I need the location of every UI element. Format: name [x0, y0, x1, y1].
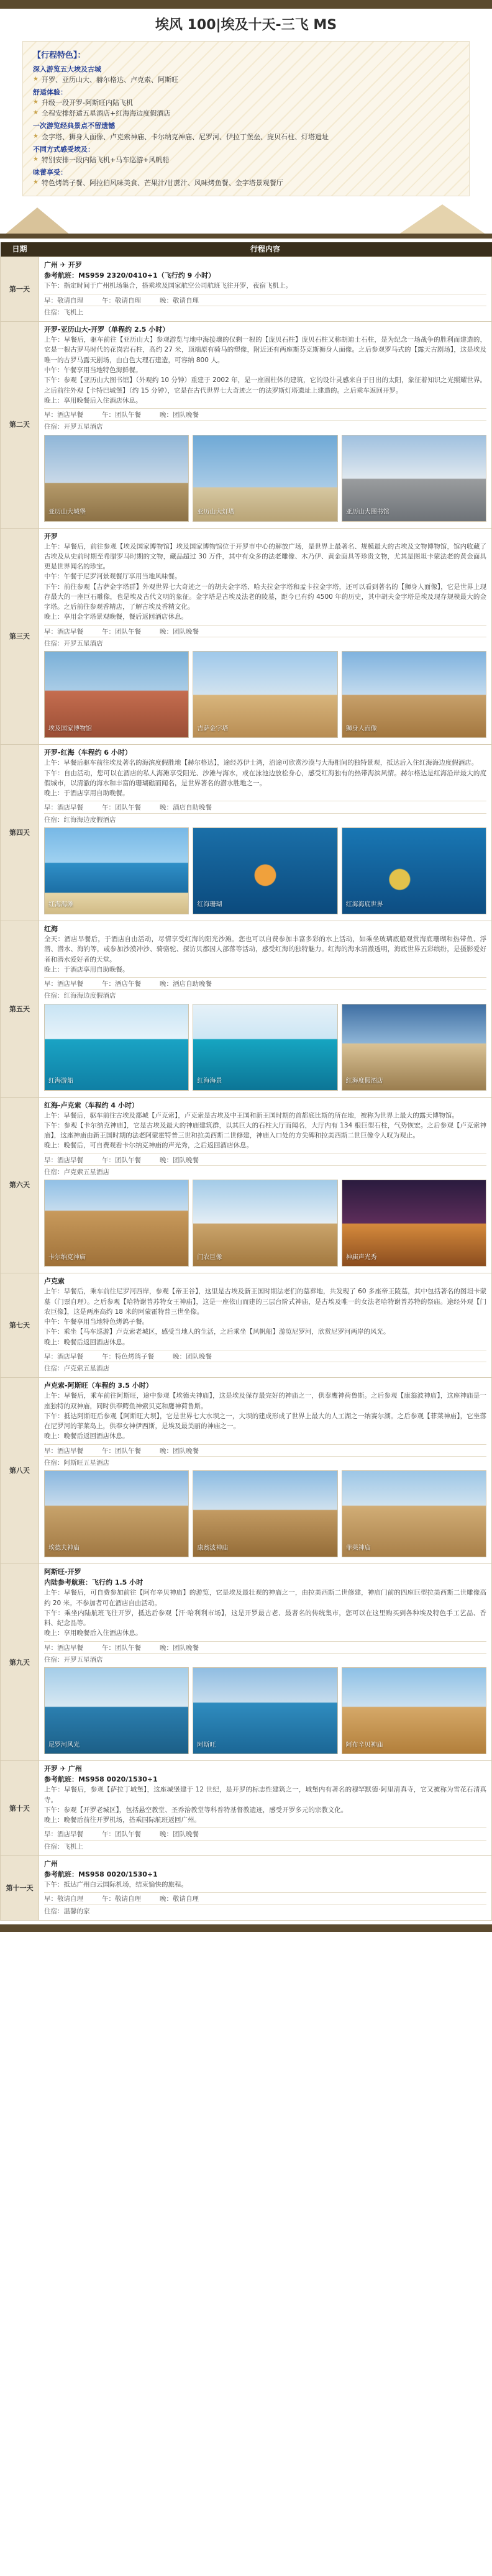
feature-section-title: 不同方式感受埃及：	[33, 145, 94, 153]
meal-item: 午：团队午餐	[102, 1644, 141, 1652]
photo-caption: 阿斯旺	[197, 1741, 216, 1749]
day-paragraph: 下午：指定时间于广州机场集合，搭乘埃及国家航空公司航班飞往开罗，夜宿飞机上。	[44, 282, 292, 290]
day-paragraph: 上午：早餐后，乘车前往尼罗河西岸，参观【帝王谷】，这里是古埃及新王国时期法老们的墓葬地，共发现了 60 多座帝王陵墓，其中包括著名的图坦卡蒙墓（门票自理）。之后参观【哈特谢普苏特女王神庙】，这是一座依山而建的三层台阶式神庙，是古埃及唯一的女法老哈特谢普苏特的祭庙。途经外观【门农巨像】，这是两座高约 18 米的阿蒙霍特普三世坐像。	[44, 1288, 486, 1316]
photo-strip	[44, 1470, 486, 1557]
meal-item: 午：团队午餐	[102, 1447, 141, 1455]
day-route: 开罗	[44, 532, 58, 540]
meal-item: 午：团队午餐	[102, 411, 141, 419]
hotel-info: 住宿：开罗五星酒店	[44, 637, 486, 649]
day-paragraph: 晚上：于酒店享用自助晚餐。	[44, 965, 129, 973]
table-row	[1, 1564, 492, 1761]
attraction-photo	[193, 1470, 337, 1557]
feature-item: ★ 特色烤鸽子餐、阿拉伯风味美食、芒果汁/甘蔗汁、风味烤鱼餐、金字塔景观餐厅	[33, 178, 459, 188]
meal-item: 晚：酒店自助晚餐	[160, 980, 212, 988]
features-box	[22, 41, 470, 196]
day-paragraph: 下午：抵达阿斯旺后参观【阿斯旺大坝】，它是世界七大水坝之一，大坝的建成形成了世界上最大的人工湖之一纳赛尔湖。之后参观【菲莱神庙】，它坐落在尼罗河的菲莱岛上，供奉女神伊西斯，是埃及最美丽的神庙之一。	[44, 1412, 486, 1431]
attraction-photo	[342, 1004, 486, 1091]
photo-strip	[44, 1667, 486, 1754]
day-route: 开罗 ✈ 广州	[44, 1765, 82, 1773]
photo-caption: 康翁波神庙	[197, 1544, 229, 1552]
attraction-photo	[342, 1180, 486, 1267]
feature-item: ★ 全程安排舒适五星酒店+红海海边度假酒店	[33, 108, 459, 119]
day-paragraph: 下午：乘坐内陆航班飞往开罗，抵达后参观【汗·哈利利市场】，这是开罗最古老、最著名的传统集市，您可以在这里购买到各种埃及特色手工艺品、香料、纪念品等。	[44, 1609, 486, 1627]
attraction-photo	[193, 827, 337, 914]
meal-item: 早：酒店早餐	[44, 1644, 83, 1652]
photo-caption: 吉萨金字塔	[197, 725, 229, 732]
day-label: 第四天	[1, 745, 39, 921]
photo-caption: 红海珊瑚	[197, 901, 222, 909]
hotel-info: 住宿：阿斯旺五星酒店	[44, 1456, 486, 1468]
day-label: 第一天	[1, 257, 39, 322]
table-row	[1, 921, 492, 1097]
features-heading: 【行程特色】：	[33, 51, 86, 61]
day-route: 开罗-亚历山大-开罗（单程约 2.5 小时）	[44, 325, 170, 334]
day-paragraph: 晚上：晚餐后，可自费观看卡尔纳克神庙的声光秀，之后返回酒店休息。	[44, 1142, 253, 1150]
day-paragraph: 晚上：于酒店享用自助晚餐。	[44, 790, 129, 798]
day-label: 第六天	[1, 1097, 39, 1273]
page-title: 埃风 100|埃及十天-三飞 MS	[155, 17, 337, 33]
attraction-photo	[193, 1180, 337, 1267]
meals-row	[44, 977, 486, 989]
meals-row	[44, 1827, 486, 1839]
photo-caption: 红海度假酒店	[345, 1078, 383, 1085]
attraction-photo	[193, 1004, 337, 1091]
day-content	[39, 528, 492, 745]
attraction-photo	[193, 1667, 337, 1754]
day-paragraph: 晚上：享用金字塔景观晚餐，餐后返回酒店休息。	[44, 613, 188, 621]
day-label: 第三天	[1, 528, 39, 745]
meal-item: 午：团队午餐	[102, 627, 141, 635]
day-content	[39, 257, 492, 322]
day-paragraph: 中午：午餐享用当地特色海鲜餐。	[44, 366, 142, 374]
hotel-info: 住宿：卢克索五星酒店	[44, 1165, 486, 1177]
meal-item: 早：酒店早餐	[44, 1831, 83, 1839]
meal-item: 晚：酒店自助晚餐	[160, 804, 212, 812]
hotel-info: 住宿：卢克索五星酒店	[44, 1362, 486, 1373]
meal-item: 晚：团队晚餐	[160, 627, 199, 635]
day-content	[39, 1761, 492, 1856]
photo-caption: 菲莱神庙	[345, 1544, 371, 1552]
day-content	[39, 1273, 492, 1378]
hotel-info: 住宿：红海海边度假酒店	[44, 989, 486, 1001]
day-label: 第九天	[1, 1564, 39, 1761]
day-paragraph: 上午：早餐后，驱车前往古埃及都城【卢克索】，卢克索是古埃及中王国和新王国时期的首都底比斯的所在地，被称为世界上最大的露天博物馆。	[44, 1111, 458, 1119]
feature-item: ★ 金字塔、狮身人面像、卢克索神庙、卡尔纳克神庙、尼罗河、伊拉丁堡垒、庞贝石柱、灯塔遗址	[33, 132, 459, 142]
meal-item: 午：团队午餐	[102, 804, 141, 812]
bottom-decorative-band	[0, 1924, 492, 1932]
photo-caption: 红海海滩	[48, 901, 73, 909]
day-route: 阿斯旺-开罗	[44, 1568, 81, 1577]
itinerary-table	[0, 242, 492, 1921]
photo-caption: 埃及国家博物馆	[48, 725, 92, 732]
feature-section-title: 深入游览五大埃及古城	[33, 65, 101, 74]
meal-item: 晚：敬请自理	[160, 1895, 199, 1903]
itinerary-body	[1, 257, 492, 1921]
hotel-info: 住宿：飞机上	[44, 306, 486, 317]
meal-item: 早：敬请自理	[44, 296, 83, 304]
hotel-info: 住宿：飞机上	[44, 1840, 486, 1852]
feature-item: ★ 特别安排一段内陆飞机+马车巡游+风帆船	[33, 155, 459, 165]
table-row	[1, 257, 492, 322]
attraction-photo	[44, 827, 189, 914]
table-row	[1, 1855, 492, 1920]
photo-caption: 亚历山大灯塔	[197, 509, 235, 516]
day-paragraph: 上午：早餐后，前往参观【埃及国家博物馆】埃及国家博物馆位于开罗市中心的解放广场，是世界上最著名、规模最大的古埃及文物博物馆，馆内收藏了古埃及从史前时期至希腊罗马时期的文物，藏品超过 30 万件，其中有众多的法老雕像、木乃伊、黄金面具等珍贵文物，尤其是图坦卡蒙法老的黄金面具更是世界闻名的珍宝。	[44, 542, 486, 571]
top-decorative-band	[0, 0, 492, 9]
day-label: 第二天	[1, 322, 39, 528]
table-row	[1, 1273, 492, 1378]
day-paragraph: 下午：自由活动，您可以在酒店的私人海滩享受阳光、沙滩与海水，或在泳池边放松身心，感受红海独有的热带海滨风情。赫尔格达是红海沿岸最大的度假城市，以清澈的海水和丰富的珊瑚礁而闻名，是世界著名的潜水胜地之一。	[44, 769, 486, 787]
day-paragraph: 上午：早餐后，参观【萨拉丁城堡】，这座城堡建于 12 世纪，是开罗的标志性建筑之一，城堡内有著名的穆罕默德·阿里清真寺，它又被称为雪花石清真寺。	[44, 1786, 486, 1804]
table-row	[1, 1378, 492, 1564]
meal-item: 晚：敬请自理	[160, 296, 199, 304]
flight-info: 内陆参考航班：飞行约 1.5 小时	[44, 1578, 144, 1587]
feature-section-title: 一次游览经典景点不留遗憾	[33, 122, 115, 130]
meal-item: 午：特色烤鸽子餐	[102, 1352, 154, 1360]
attraction-photo	[193, 651, 337, 738]
meals-row	[44, 1444, 486, 1456]
day-paragraph: 下午：参观【卡尔纳克神庙】，它是古埃及最大的神庙建筑群，以其巨大的石柱大厅而闻名，大厅内有 134 根巨型石柱，气势恢宏。之后参观【卢克索神庙】，这座神庙由新王国时期的法老阿蒙霍特普三世和拉美西斯二世修建，神庙入口处的方尖碑和拉美西斯二世巨像令人叹为观止。	[44, 1121, 486, 1140]
day-label: 第十一天	[1, 1855, 39, 1920]
meals-row	[44, 408, 486, 420]
meals-row	[44, 801, 486, 812]
photo-strip	[44, 827, 486, 914]
meal-item: 早：敬请自理	[44, 1895, 83, 1903]
day-paragraph: 晚上：享用晚餐后入住酒店休息。	[44, 1629, 142, 1637]
day-paragraph: 晚上：晚餐后返回酒店休息。	[44, 1338, 129, 1346]
attraction-photo	[44, 1667, 189, 1754]
photo-caption: 尼罗河风光	[48, 1741, 80, 1749]
feature-section-title: 舒适体验：	[33, 88, 67, 97]
day-paragraph: 下午：抵达广州白云国际机场，结束愉快的旅程。	[44, 1881, 188, 1889]
attraction-photo	[44, 651, 189, 738]
header-day: 日期	[1, 242, 39, 257]
photo-caption: 亚历山大城堡	[48, 509, 86, 516]
day-label: 第十天	[1, 1761, 39, 1856]
day-content	[39, 1378, 492, 1564]
day-paragraph: 全天：酒店早餐后，于酒店自由活动，尽情享受红海的阳光沙滩。您也可以自费参加丰富多彩的水上活动，如乘坐玻璃底船观赏海底珊瑚和热带鱼、浮潜、潜水、海钓等，或参加沙漠冲沙、骑骆驼、探访贝都因人部落等活动，感受红海的独特魅力。红海的海水清澈透明，海底世界五彩缤纷，是摄影爱好者和潜水爱好者的天堂。	[44, 935, 486, 963]
meal-item: 晚：团队晚餐	[173, 1352, 212, 1360]
day-route: 广州	[44, 1859, 58, 1868]
attraction-photo	[44, 1004, 189, 1091]
pyramid-decoration	[0, 201, 492, 239]
photo-caption: 卡尔纳克神庙	[48, 1254, 86, 1261]
meals-row	[44, 1350, 486, 1362]
header-content: 行程内容	[39, 242, 492, 257]
day-paragraph: 下午：乘坐【马车巡游】卢克索老城区，感受当地人的生活，之后乘坐【风帆船】游览尼罗河，欣赏尼罗河两岸的风光。	[44, 1328, 390, 1336]
day-paragraph: 上午：早餐后，驱车前往【亚历山大】参观游览与地中海接壤的仅剩一根的【庞贝石柱】庞贝石柱又称胡迪士石柱，是为纪念一场战争的胜利而建造的，它是一根古罗马时代的花岗岩石柱，高约 27 米，顶端原有骑马的塑像，附近还有两座斯芬克斯狮身人面像。之后参观罗马式的【露天古剧场】，这是埃及唯一的古罗马露天剧场，由白色大理石建造，可容纳 800 人。	[44, 336, 486, 364]
feature-item: ★ 开罗、亚历山大、赫尔格达、卢克索、阿斯旺	[33, 75, 459, 85]
day-paragraph: 中午：午餐享用当地特色烤鸽子餐。	[44, 1318, 148, 1326]
meal-item: 早：酒店早餐	[44, 411, 83, 419]
meals-row	[44, 625, 486, 637]
feature-section-title: 味蕾享受：	[33, 168, 67, 176]
meal-item: 晚：团队晚餐	[160, 411, 199, 419]
photo-strip	[44, 651, 486, 738]
day-route: 卢克索-阿斯旺（车程约 3.5 小时）	[44, 1381, 153, 1390]
day-label: 第七天	[1, 1273, 39, 1378]
table-row	[1, 1761, 492, 1856]
day-route: 卢克索	[44, 1277, 65, 1286]
day-paragraph: 上午：早餐后，乘车前往阿斯旺，途中参观【埃德夫神庙】，这是埃及保存最完好的神庙之一，供奉鹰神荷鲁斯。之后参观【康翁波神庙】，这座神庙是一座独特的双神庙，同时供奉鳄鱼神索贝克和鹰神荷鲁斯。	[44, 1392, 486, 1410]
photo-strip	[44, 1180, 486, 1267]
meal-item: 午：敬请自理	[102, 296, 141, 304]
day-content	[39, 322, 492, 528]
day-route: 红海	[44, 924, 58, 933]
meals-row	[44, 1154, 486, 1165]
day-content	[39, 1564, 492, 1761]
day-paragraph: 下午：前往参观【吉萨金字塔群】外观世界七大奇迹之一的胡夫金字塔、哈夫拉金字塔和孟卡拉金字塔，还可以看到著名的【狮身人面像】，它是世界上现存最大的一座巨石雕像，也是埃及古代文明的象征。金字塔是古埃及法老的陵墓，距今已有约 4500 年的历史，其中胡夫金字塔是埃及现存规模最大的金字塔。之后前往参观香精店，了解古埃及香精文化。	[44, 583, 486, 611]
meal-item: 晚：团队晚餐	[160, 1156, 199, 1164]
meal-item: 午：敬请自理	[102, 1895, 141, 1903]
day-label: 第五天	[1, 921, 39, 1097]
day-content	[39, 921, 492, 1097]
meal-item: 早：酒店早餐	[44, 627, 83, 635]
table-header-row	[1, 242, 492, 257]
hotel-info: 住宿：开罗五星酒店	[44, 1653, 486, 1665]
day-paragraph: 下午：参观【亚历山大图书馆】（外观约 10 分钟）重建于 2002 年，是一座圆柱体的建筑，它的设计灵感来自于日出的太阳，象征着知识之光照耀世界。之后前往外观【卡特巴城堡】（约 15 分钟），它是在古代世界七大奇迹之一的法罗斯灯塔遗址上建造的。之后乘车返回开罗。	[44, 376, 486, 394]
hotel-info: 住宿：开罗五星酒店	[44, 420, 486, 432]
flight-info: 参考航班：MS958 0020/1530+1	[44, 1775, 158, 1784]
photo-strip	[44, 1004, 486, 1091]
meal-item: 午：团队午餐	[102, 1156, 141, 1164]
attraction-photo	[342, 435, 486, 522]
meal-item: 早：酒店早餐	[44, 1352, 83, 1360]
features-list	[33, 64, 459, 188]
attraction-photo	[44, 1470, 189, 1557]
meal-item: 早：酒店早餐	[44, 1156, 83, 1164]
photo-caption: 阿布辛贝神庙	[345, 1741, 383, 1749]
photo-caption: 红海游船	[48, 1078, 73, 1085]
meals-row	[44, 294, 486, 306]
table-row	[1, 1097, 492, 1273]
photo-caption: 红海海底世界	[345, 901, 383, 909]
day-route: 红海-卢克索（车程约 4 小时）	[44, 1101, 139, 1109]
photo-caption: 神庙声光秀	[345, 1254, 377, 1261]
meal-item: 晚：团队晚餐	[160, 1447, 199, 1455]
attraction-photo	[44, 1180, 189, 1267]
day-content	[39, 1097, 492, 1273]
flight-info: 参考航班：MS959 2320/0410+1（飞行约 9 小时）	[44, 271, 216, 280]
day-paragraph: 上午：早餐后驱车前往埃及著名的海滨度假胜地【赫尔格达】，途经苏伊士湾，沿途可欣赏沙漠与大海相间的独特景观，抵达后入住红海海边度假酒店。	[44, 759, 478, 767]
photo-caption: 门农巨像	[197, 1254, 222, 1261]
feature-item: ★ 升级一段开罗-阿斯旺内陆飞机	[33, 98, 459, 108]
meals-row	[44, 1641, 486, 1653]
photo-caption: 红海海景	[197, 1078, 222, 1085]
photo-caption: 狮身人面像	[345, 725, 377, 732]
table-row	[1, 528, 492, 745]
hotel-info: 住宿：温馨的家	[44, 1905, 486, 1916]
day-route: 广州 ✈ 开罗	[44, 261, 82, 270]
flight-info: 参考航班：MS958 0020/1530+1	[44, 1870, 158, 1878]
meal-item: 晚：团队晚餐	[160, 1831, 199, 1839]
decorative-band	[0, 234, 492, 239]
photo-strip	[44, 435, 486, 522]
attraction-photo	[342, 651, 486, 738]
day-route: 开罗-红海（车程约 6 小时）	[44, 749, 132, 757]
day-paragraph: 晚上：晚餐后返回酒店休息。	[44, 1432, 129, 1440]
meal-item: 早：酒店早餐	[44, 804, 83, 812]
hotel-info: 住宿：红海海边度假酒店	[44, 813, 486, 825]
meal-item: 晚：团队晚餐	[160, 1644, 199, 1652]
attraction-photo	[342, 1667, 486, 1754]
day-label: 第八天	[1, 1378, 39, 1564]
meal-item: 早：酒店早餐	[44, 1447, 83, 1455]
table-row	[1, 745, 492, 921]
attraction-photo	[193, 435, 337, 522]
attraction-photo	[44, 435, 189, 522]
day-content	[39, 745, 492, 921]
day-paragraph: 中午：午餐于尼罗河景观餐厅享用当地风味餐。	[44, 573, 181, 581]
meal-item: 午：团队午餐	[102, 1831, 141, 1839]
meals-row	[44, 1892, 486, 1904]
attraction-photo	[342, 827, 486, 914]
meal-item: 早：酒店早餐	[44, 980, 83, 988]
day-paragraph: 下午：参观【开罗老城区】，包括悬空教堂、圣乔治教堂等科普特基督教遗迹，感受开罗多元的宗教文化。	[44, 1806, 348, 1814]
meal-item: 午：酒店午餐	[102, 980, 141, 988]
photo-caption: 埃德夫神庙	[48, 1544, 80, 1552]
day-paragraph: 上午：早餐后，可自费参加前往【阿布辛贝神庙】的游览，它是埃及最壮观的神庙之一，由拉美西斯二世修建，神庙门前的四座巨型拉美西斯二世雕像高约 20 米。不参加者可在酒店自由活动。	[44, 1589, 486, 1607]
table-row	[1, 322, 492, 528]
day-paragraph: 晚上：享用晚餐后入住酒店休息。	[44, 396, 142, 404]
photo-caption: 亚历山大图书馆	[345, 509, 390, 516]
attraction-photo	[342, 1470, 486, 1557]
day-content	[39, 1855, 492, 1920]
day-paragraph: 晚上：晚餐后前往开罗机场，搭乘国际航班返回广州。	[44, 1816, 201, 1824]
